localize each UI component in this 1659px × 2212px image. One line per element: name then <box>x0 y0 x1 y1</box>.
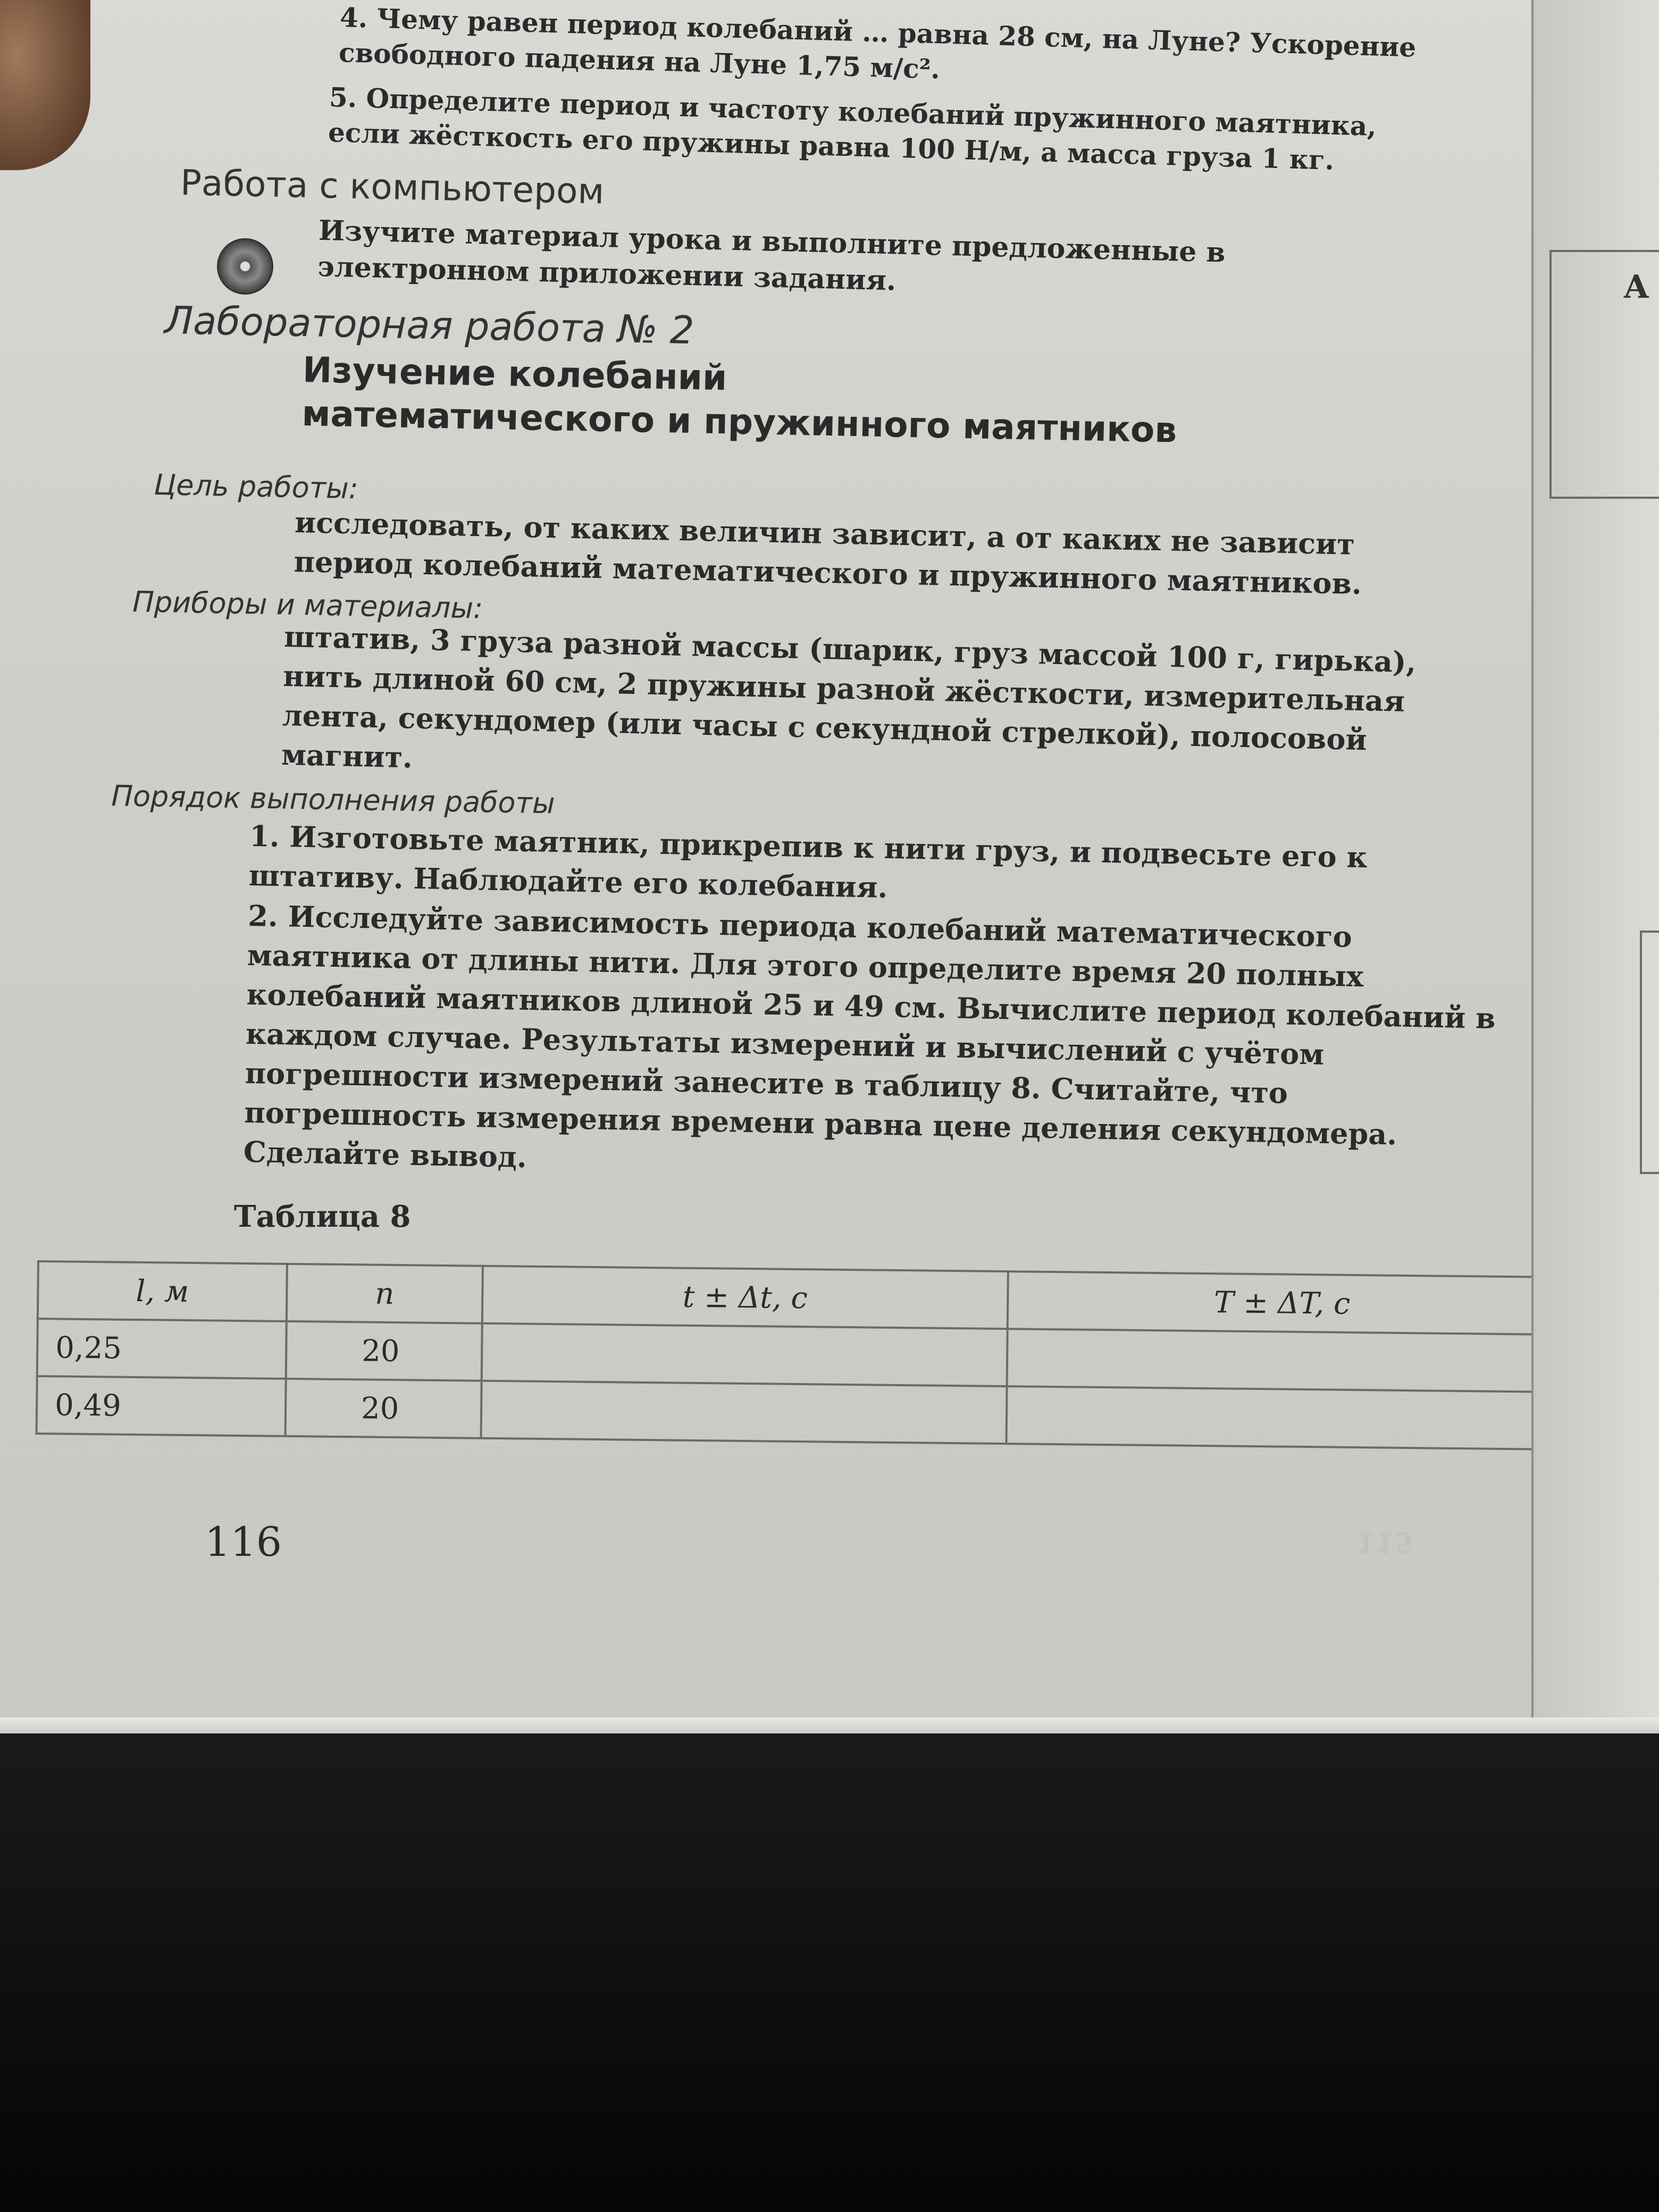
question-5: 5. Определите период и частоту колебаний пружинного маятника, если жёсткость его пружины равна 100 Н/м, а масса груза 1 кг. <box>328 81 1377 176</box>
computer-section-title: Работа с компьютером <box>180 162 605 212</box>
cell-time <box>481 1381 1007 1444</box>
header-length: l, м <box>38 1261 287 1321</box>
cell-period <box>1007 1329 1556 1392</box>
finger <box>0 0 90 170</box>
cell-length: 0,25 <box>37 1319 287 1379</box>
lab-title-line-1: Изучение колебаний <box>302 349 728 399</box>
step-1: 1. Изготовьте маятник, прикрепив к нити груз, и подвесьте его к штативу. Наблюдайте его колебания. <box>248 818 1368 905</box>
cell-count: 20 <box>286 1379 482 1438</box>
next-page-edge <box>1531 0 1659 1755</box>
next-page-table-edge <box>1640 931 1659 1174</box>
table-8 <box>36 1260 1558 1451</box>
header-time: t ± Δt, с <box>482 1266 1008 1329</box>
computer-section-text: Изучите материал урока и выполните предложенные в электронном приложении задания. <box>317 214 1226 297</box>
materials-label: Приборы и материалы: <box>132 585 483 625</box>
lab-title-line-2: математического и пружинного маятников <box>301 392 1177 451</box>
cell-length: 0,49 <box>37 1376 286 1436</box>
lab-number-title: Лабораторная работа № 2 <box>164 298 695 353</box>
header-count: n <box>287 1264 483 1323</box>
table-caption: Таблица 8 <box>234 1199 411 1234</box>
materials-text: штатив, 3 груза разной массы (шарик, груз массой 100 г, гирька), нить длиной 60 см, 2 пружины разной жёсткости, измерительная лента, секундомер (или часы с секундной стрелкой), полосовой магнит. <box>281 619 1417 775</box>
page-number: 116 <box>205 1518 282 1565</box>
ghost-page-number: 115 <box>1356 1526 1414 1559</box>
goal-text: исследовать, от каких величин зависит, а от каких не зависит период колебаний математического и пружинного маятников. <box>294 505 1362 601</box>
cell-count: 20 <box>286 1321 482 1381</box>
question-4: 4. Чему равен период колебаний … равна 28 см, на Луне? Ускорение свободного падения на Луне 1,75 м/с². <box>338 1 1417 85</box>
lab-title <box>301 348 1367 456</box>
procedure-steps <box>243 816 1510 1196</box>
cell-period <box>1006 1386 1555 1449</box>
cell-time <box>482 1323 1008 1386</box>
dark-background <box>0 1733 1659 2212</box>
goal-label: Цель работы: <box>153 468 359 506</box>
step-2: 2. Исследуйте зависимость периода колебаний математического маятника от длины нити. Для этого определите время 20 полных колебаний маятников длиной 25 и 49 см. Вычислите период колебаний в каждом случае. Результаты измерений и вычислений с учётом погрешности измерений занесите в таблицу 8. Считайте, что погрешность измерения времени равна цене деления секундомера. Сделайте вывод. <box>243 898 1496 1175</box>
next-page-table-edge <box>1549 250 1659 499</box>
cd-disc-icon <box>217 238 273 295</box>
next-page-fragment: A <box>1624 269 1649 306</box>
procedure-label: Порядок выполнения работы <box>111 779 556 820</box>
header-period: T ± ΔT, с <box>1008 1271 1557 1335</box>
